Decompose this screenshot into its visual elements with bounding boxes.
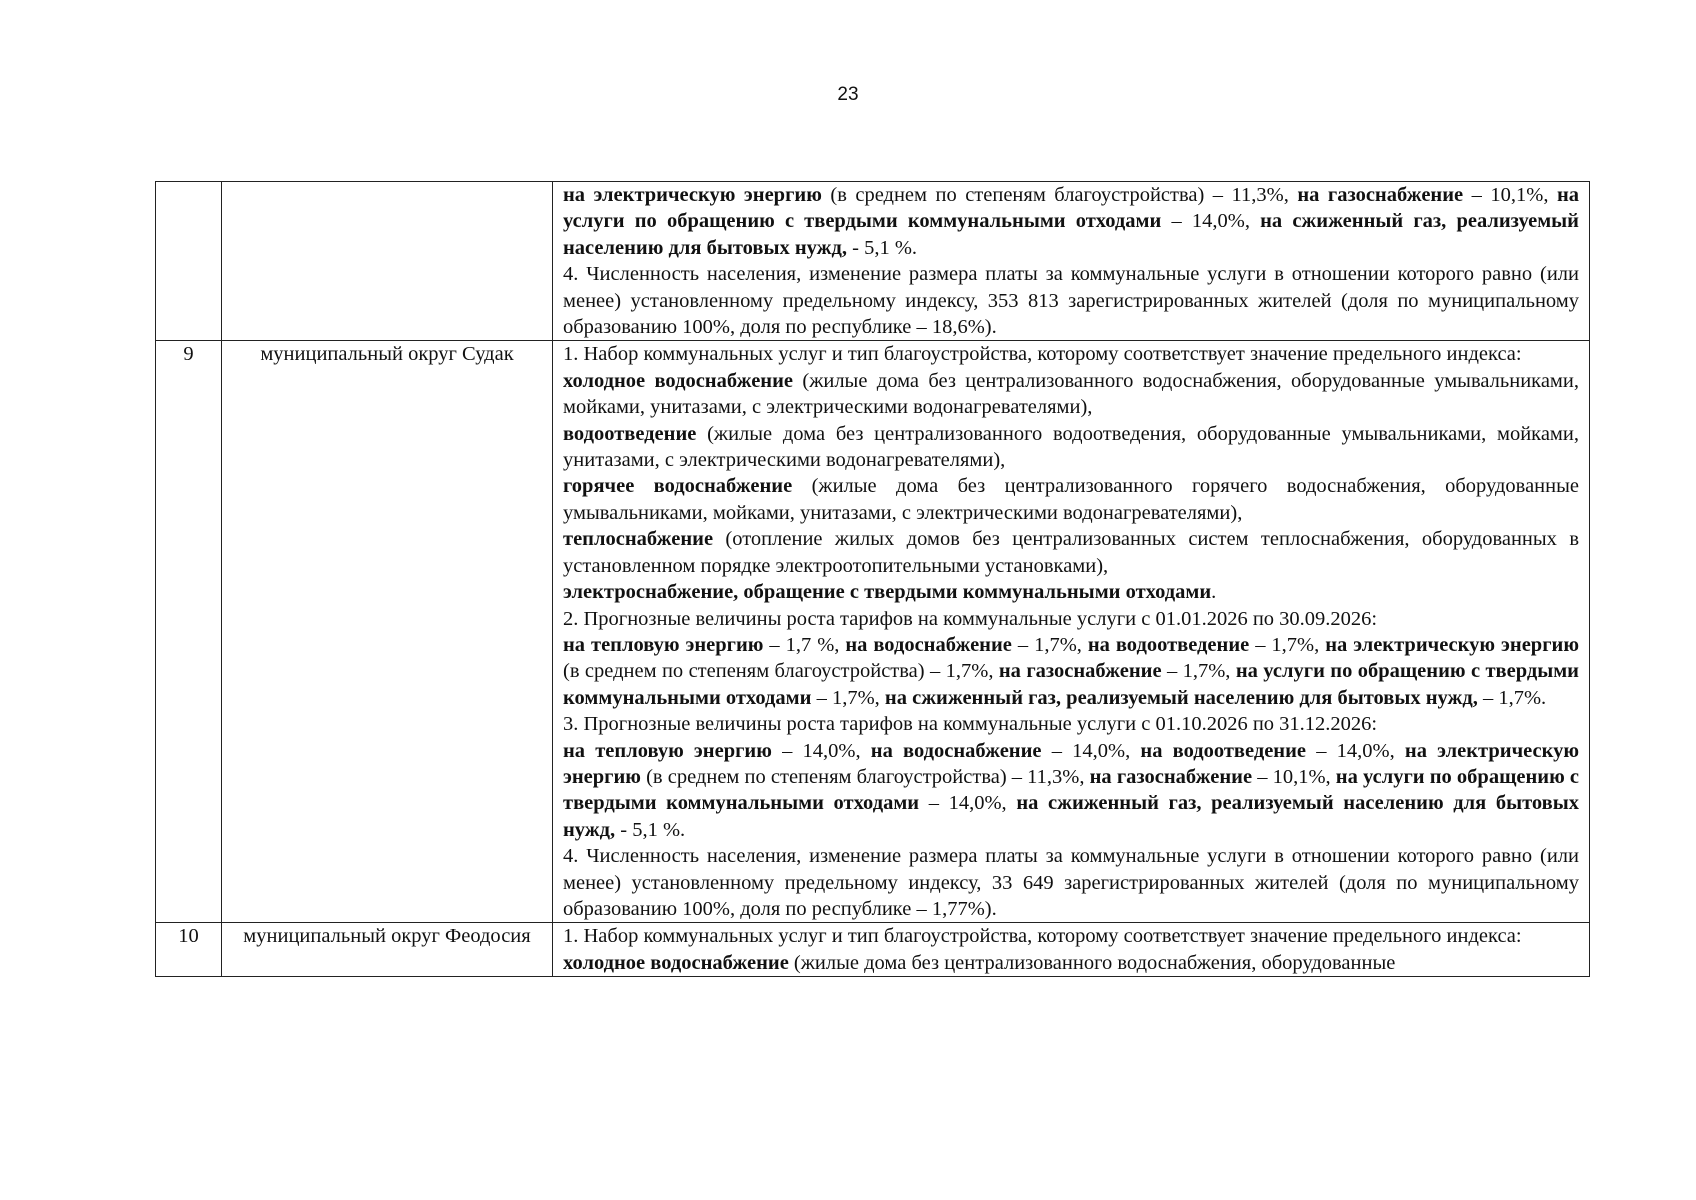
description-paragraph	[563, 711, 1579, 737]
bold-text-segment: на газоснабжение	[998, 660, 1162, 683]
text-segment: (отопление жилых домов без централизованных систем теплоснабжения, оборудованных в установленном порядке электроотопительными установками),	[563, 528, 1579, 577]
bold-text-segment: на газоснабжение	[1297, 184, 1464, 206]
municipality-name-cell: муниципальный округ Судак	[222, 341, 553, 923]
row-number-cell: 9	[156, 341, 222, 923]
bold-text-segment: холодное водоснабжение	[563, 951, 789, 974]
text-segment: (в среднем по степеням благоустройства) – 1,7%,	[563, 660, 999, 683]
row-number-cell	[156, 182, 222, 341]
text-segment: – 14,0%,	[919, 792, 1017, 815]
text-segment: - 5,1 %.	[615, 818, 686, 841]
text-segment: – 14,0%,	[771, 739, 871, 762]
text-segment: (жилые дома без централизованного водоснабжения, оборудованные умывальниками, мойками, унитазами, с электрическими водонагревателями),	[563, 369, 1579, 419]
description-paragraph	[563, 632, 1579, 711]
bold-text-segment: на водоотведение	[1140, 739, 1307, 762]
description-paragraph	[563, 473, 1579, 526]
description-paragraph	[563, 950, 1579, 976]
bold-text-segment: на сжиженный газ, реализуемый населению для бытовых нужд,	[884, 686, 1478, 709]
bold-text-segment: горячее водоснабжение	[563, 475, 793, 498]
text-segment: – 1,7%,	[1249, 633, 1326, 656]
text-segment: 1. Набор коммунальных услуг и тип благоустройства, которому соответствует значение предельного индекса:	[563, 343, 1522, 366]
bold-text-segment: на тепловую энергию	[563, 739, 772, 762]
bold-text-segment: на электрическую энергию	[563, 739, 1580, 788]
text-segment: 1. Набор коммунальных услуг и тип благоустройства, которому соответствует значение предельного индекса:	[563, 925, 1522, 948]
bold-text-segment: на сжиженный газ, реализуемый населению для бытовых нужд,	[563, 210, 1579, 259]
bold-text-segment: на водоснабжение	[870, 739, 1042, 762]
description-paragraph	[563, 368, 1579, 421]
text-segment: – 1,7%.	[1477, 686, 1547, 709]
text-segment: 2. Прогнозные величины роста тарифов на коммунальные услуги с 01.01.2026 по 30.09.2026:	[563, 607, 1378, 630]
text-segment: – 14,0%,	[1306, 739, 1405, 762]
bold-text-segment: на услуги по обращению с твердыми коммунальными отходами	[563, 184, 1580, 233]
municipality-name-cell: муниципальный округ Феодосия	[222, 923, 553, 977]
bold-text-segment: на тепловую энергию	[563, 633, 764, 656]
text-segment: (жилые дома без централизованного водоснабжения, оборудованные	[788, 951, 1396, 974]
bold-text-segment: на услуги по обращению с твердыми коммунальными отходами	[563, 765, 1579, 815]
tariff-table-body	[156, 182, 1590, 977]
municipality-name-cell	[222, 182, 553, 341]
text-segment: (в среднем по степеням благоустройства) – 11,3%,	[821, 184, 1298, 206]
description-paragraph	[563, 261, 1579, 340]
text-segment: 4. Численность населения, изменение размера платы за коммунальные услуги в отношении которого равно (или менее) установленному предельному индексу, 33 649 зарегистрированных жителей (доля по муниципальному образованию 100%, доля по республике – 1,77%).	[563, 845, 1579, 920]
bold-text-segment: на водоснабжение	[845, 633, 1012, 656]
bold-text-segment: на услуги по обращению с твердыми коммунальными отходами	[563, 660, 1579, 709]
text-segment: – 1,7%,	[1161, 660, 1236, 683]
description-paragraph	[563, 923, 1579, 949]
bold-text-segment: электроснабжение, обращение с твердыми коммунальными отходами	[563, 581, 1212, 604]
table-row	[156, 341, 1590, 923]
text-segment: – 14,0%,	[1041, 739, 1141, 762]
page-number: 23	[837, 84, 859, 105]
text-segment: (жилые дома без централизованного водоотведения, оборудованные умывальниками, мойками, унитазами, с электрическими водонагревателями),	[563, 422, 1579, 472]
text-segment: – 1,7%,	[811, 686, 885, 709]
text-segment: 4. Численность населения, изменение размера платы за коммунальные услуги в отношении которого равно (или менее) установленному предельному индексу, 353 813 зарегистрированных жителей (доля по муниципальному образованию 100%, доля по республике – 18,6%).	[563, 263, 1579, 339]
text-segment: – 10,1%,	[1463, 184, 1557, 206]
description-paragraph	[563, 738, 1579, 844]
bold-text-segment: холодное водоснабжение	[563, 369, 794, 392]
bold-text-segment: на электрическую энергию	[1325, 633, 1579, 656]
text-segment: (жилые дома без централизованного горячего водоснабжения, оборудованные умывальниками, мойками, унитазами, с электрическими водонагревателями),	[563, 475, 1579, 524]
text-segment: - 5,1 %.	[847, 236, 918, 259]
description-paragraph	[563, 182, 1579, 261]
description-cell	[553, 182, 1590, 341]
table-row	[156, 923, 1590, 977]
text-segment: – 14,0%,	[1161, 210, 1261, 233]
description-paragraph	[563, 843, 1579, 922]
description-paragraph	[563, 526, 1579, 579]
text-segment: .	[1211, 581, 1217, 604]
bold-text-segment: на газоснабжение	[1089, 765, 1253, 788]
description-paragraph	[563, 606, 1579, 632]
bold-text-segment: на сжиженный газ, реализуемый населению для бытовых нужд,	[563, 792, 1579, 841]
description-cell	[553, 341, 1590, 923]
text-segment: – 1,7 %,	[763, 633, 846, 656]
bold-text-segment: водоотведение	[563, 422, 697, 445]
bold-text-segment: теплоснабжение	[563, 528, 714, 551]
tariff-table	[155, 181, 1590, 977]
description-paragraph	[563, 341, 1579, 367]
table-row	[156, 182, 1590, 341]
text-segment: – 1,7%,	[1011, 633, 1088, 656]
row-number-cell: 10	[156, 923, 222, 977]
description-cell	[553, 923, 1590, 977]
text-segment: – 10,1%,	[1252, 765, 1336, 788]
description-paragraph	[563, 421, 1579, 474]
text-segment: 3. Прогнозные величины роста тарифов на коммунальные услуги с 01.10.2026 по 31.12.2026:	[563, 713, 1378, 736]
text-segment: (в среднем по степеням благоустройства) – 11,3%,	[640, 765, 1090, 788]
bold-text-segment: на водоотведение	[1087, 633, 1250, 656]
bold-text-segment: на электрическую энергию	[563, 184, 822, 206]
description-paragraph	[563, 579, 1579, 605]
